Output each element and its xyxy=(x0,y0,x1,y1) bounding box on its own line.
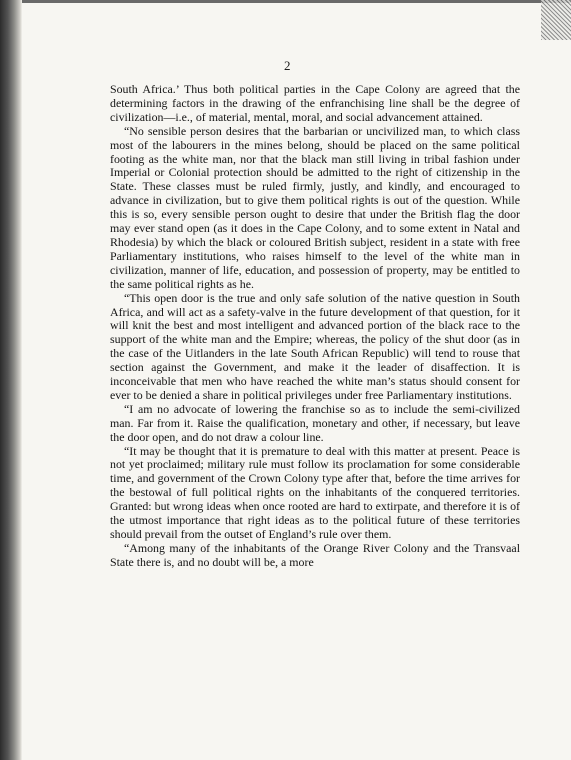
paragraph: “Among many of the inhabitants of the Orange River Colony and the Transvaal State there is, and no doubt will be, a more xyxy=(110,540,520,569)
document-page xyxy=(22,0,571,760)
body-text xyxy=(110,83,520,570)
paragraph: South Africa.’ Thus both political parties in the Cape Colony are agreed that the determining factors in the drawing of the enfranchising line shall be the degree of civilization—i.e., of material, mental, moral, and social advancement attained. xyxy=(110,82,520,124)
paragraph: “This open door is the true and only safe solution of the native question in South Africa, and will act as a safety-valve in the future development of that question, for it will knit the best and most intelligent and advanced portion of the black race to the support of the white man and the Empire; whereas, the policy of the shut door (as in the case of the Uitlanders in the late South African Republic) will tend to rouse that section against the Government, and make it the leader of disaffection. It is inconceivable that men who have reached the white man’s status should consent for ever to be denied a share in political privileges under free Parliamentary institutions. xyxy=(110,290,520,402)
page-top-border xyxy=(22,0,571,3)
paragraph: “I am no advocate of lowering the franchise so as to include the semi-civilized man. Far from it. Raise the qualification, monetary and other, if necessary, but leave the door open, and do not draw a colour line. xyxy=(110,401,520,444)
paragraph: “No sensible person desires that the barbarian or uncivilized man, to which class most of the labourers in the mines belong, should be placed on the same political footing as the white man, nor that the black man still living in tribal fashion under Imperial or Colonial protection should be admitted to the right of citizenship in the State. These classes must be ruled firmly, justly, and kindly, and encouraged to advance in civilization, but to give them political rights is out of the question. While this is so, every sensible person ought to desire that under the British flag the door may ever stand open (as it does in the Cape Colony, and to some extent in Natal and Rhodesia) by which the black or coloured British subject, resident in a state with free Parliamentary institutions, who raises himself to the level of the white man in civilization, manner of life, education, and possession of property, may be entitled to the same political rights as he. xyxy=(110,123,520,291)
paragraph: “It may be thought that it is premature to deal with this matter at present. Peace is not yet proclaimed; military rule must follow its proclamation for some considerable time, and government of the Crown Colony type after that, before the time arrives for the bestowal of full political rights on the inhabitants of the conquered territories. Granted: but wrong ideas when once rooted are hard to extirpate, and therefore it is of the utmost importance that right ideas as to the political future of these territories should prevail from the outset of England’s rule over them. xyxy=(110,443,520,541)
page-number: 2 xyxy=(284,58,291,73)
page-binding-edge xyxy=(0,0,22,760)
scan-corner-artifact xyxy=(541,0,571,40)
